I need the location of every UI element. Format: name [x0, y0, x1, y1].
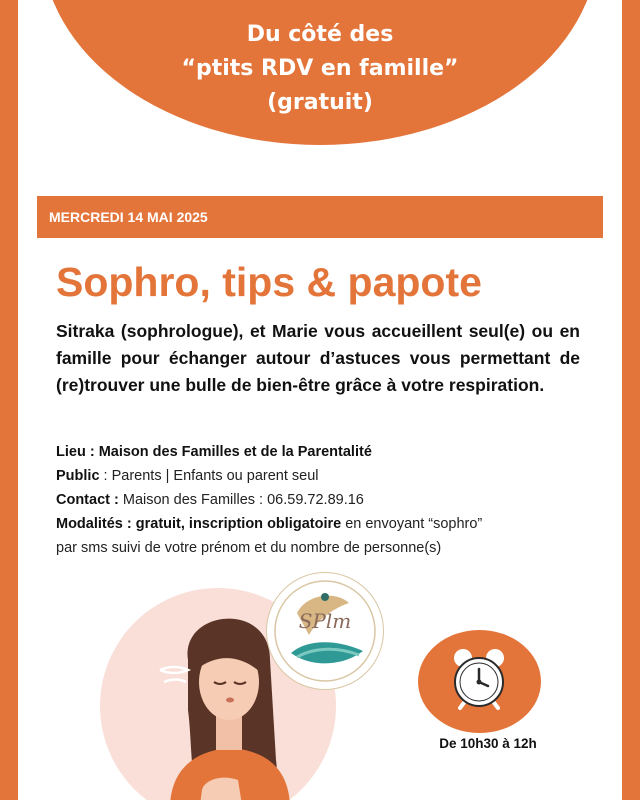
alarm-clock-icon	[448, 644, 510, 714]
lieu-label: Lieu : Maison des Familles et de la Parentalité	[56, 444, 372, 460]
event-info	[56, 440, 596, 560]
header-line-1: Du côté des	[246, 22, 394, 47]
header-line-3: (gratuit)	[267, 90, 373, 115]
info-modalites	[56, 512, 596, 536]
contact-label: Contact :	[56, 492, 123, 508]
modalites-value: en envoyant “sophro”	[341, 516, 483, 532]
public-label: Public	[56, 468, 100, 484]
info-lieu	[56, 440, 596, 464]
modalites-label: Modalités : gratuit, inscription obligatoire	[56, 516, 342, 532]
flyer-card	[18, 0, 622, 800]
header-title	[18, 18, 622, 120]
public-value: : Parents | Enfants ou parent seul	[99, 468, 319, 484]
logo-initials: SPlm	[298, 609, 352, 633]
splm-logo	[266, 572, 384, 690]
event-title: Sophro, tips & papote	[56, 259, 482, 305]
schedule-time: De 10h30 à 12h	[439, 736, 537, 751]
info-modalites-line2: par sms suivi de votre prénom et du nombre de personne(s)	[56, 540, 442, 556]
event-description: Sitraka (sophrologue), et Marie vous accueillent seul(e) ou en famille pour échanger autour d’astuces vous permettant de (re)trouver une bulle de bien-être grâce à votre respiration.	[56, 321, 580, 395]
header-line-2: “ptits RDV en famille”	[181, 56, 459, 81]
contact-value: Maison des Familles : 06.59.72.89.16	[122, 492, 364, 508]
date-banner: MERCREDI 14 MAI 2025	[37, 196, 603, 238]
info-contact	[56, 488, 596, 512]
info-public	[56, 464, 596, 488]
